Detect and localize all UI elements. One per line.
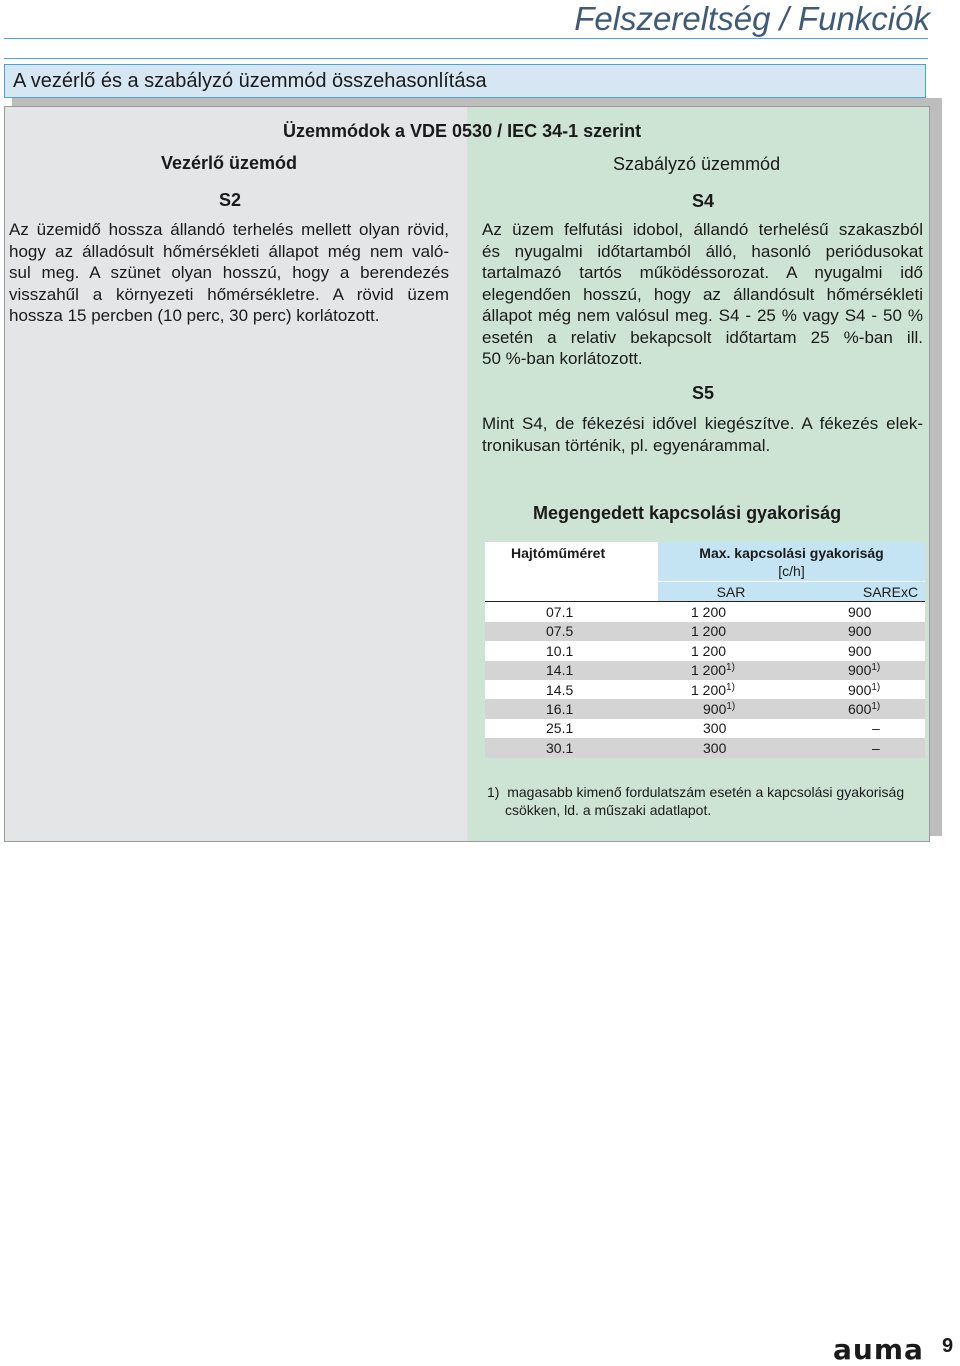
footnote-ref: 1)	[871, 681, 881, 693]
sar-header: SAR	[658, 582, 804, 602]
table-row	[485, 738, 925, 757]
switching-frequency-table	[485, 542, 925, 758]
s2-line: sul meg. A szünet olyan hosszú, hogy a berendezés	[9, 263, 449, 282]
sar-cell: 1 200	[691, 642, 727, 659]
sarexc-header: SARExC	[804, 582, 925, 602]
s4-line: és nyugalmi időtartamból álló, hasonló periódusokat	[482, 241, 923, 261]
section-divider	[4, 58, 928, 59]
sarexc-cell: 900	[848, 642, 872, 659]
s5-line: Mint S4, de fékezési idővel kiegészítve. A fékezés elek-	[482, 414, 923, 433]
table-footnote	[487, 783, 904, 819]
sarexc-cell: –	[872, 720, 880, 737]
page-number: 9	[942, 1335, 954, 1357]
footnote-ref: 1)	[726, 662, 735, 674]
sarexc-cell: 600$^{1)}$	[848, 701, 881, 718]
operating-modes-heading: Üzemmódok a VDE 0530 / IEC 34-1 szerint	[283, 121, 642, 141]
frequency-unit: [c/h]	[778, 562, 805, 579]
auma-logo: auma	[833, 1333, 924, 1366]
modulating-mode-heading: Szabályzó üzemmód	[613, 154, 781, 174]
comparison-panel	[4, 106, 930, 842]
s5-description	[482, 413, 923, 456]
footnote-marker: 1)	[487, 784, 500, 800]
sarexc-cell: 900$^{1)}$	[848, 681, 881, 698]
table-row	[485, 602, 925, 622]
page-header-title: Felszereltség / Funkciók	[574, 0, 930, 37]
s2-description	[9, 219, 449, 327]
s2-line: visszahűl a környezeti hőmérsékletre. A rövid üzem	[9, 284, 449, 304]
footnote-line: 1) magasabb kimenő fordulatszám esetén a kapcsolási gyakoriság	[487, 784, 905, 800]
open-close-mode-heading: Vezérlő üzemód	[161, 153, 298, 173]
sar-cell: 1 200	[691, 604, 727, 621]
size-cell: 16.1	[546, 701, 574, 718]
s2-line: hogy az álladósult hőmérsékleti állapot még nem való-	[9, 241, 449, 261]
section-title: A vezérlő és a szabályzó üzemmód összehasonlítása	[13, 70, 487, 92]
sar-cell: 300	[703, 720, 727, 737]
mode-s2-label: S2	[219, 190, 242, 210]
sarexc-cell: 900$^{1)}$	[848, 662, 881, 679]
sar-cell: 1 200	[691, 623, 727, 640]
s2-line: Az üzemidő hossza állandó terhelés mellett olyan rövid,	[9, 220, 449, 239]
footnote-ref: 1)	[726, 701, 736, 713]
footnote-ref: 1)	[871, 701, 881, 713]
mode-s5-label: S5	[692, 383, 715, 403]
sar-cell: 300	[703, 739, 727, 756]
s2-line: hossza 15 percben (10 perc, 30 perc) korlátozott.	[9, 306, 380, 325]
mode-s4-label: S4	[692, 191, 715, 211]
size-cell: 10.1	[546, 642, 574, 659]
s4-line: tartalmazó tartós működéssorozat. A nyugalmi idő	[482, 263, 923, 282]
size-cell: 07.1	[546, 604, 574, 621]
footnote-ref: 1)	[726, 681, 735, 693]
section-title-bar	[4, 64, 926, 98]
max-frequency-label: Max. kapcsolási gyakoriság	[699, 544, 884, 561]
s4-line: Az üzem felfutási idobol, állandó terhelésű szakaszból	[482, 220, 923, 239]
size-column-header: Hajtóműméret	[485, 542, 658, 602]
sarexc-cell: 900	[848, 623, 872, 640]
footnote-line: csökken, ld. a műszaki adatlapot.	[505, 802, 712, 818]
size-cell: 25.1	[546, 720, 574, 737]
s4-line: elegendően hosszú, hogy az állandósult hőmérsékleti	[482, 284, 923, 304]
size-cell: 07.5	[546, 623, 574, 640]
s5-line: tronikusan történik, pl. egyenárammal.	[482, 435, 771, 455]
sarexc-cell: –	[872, 739, 880, 756]
sarexc-cell: 900	[848, 604, 872, 621]
header-divider	[4, 38, 928, 39]
size-cell: 30.1	[546, 739, 574, 756]
table-row	[485, 641, 925, 660]
table-header-row	[485, 542, 925, 582]
switching-frequency-title: Megengedett kapcsolási gyakoriság	[533, 503, 842, 523]
sar-cell: 1 200$^{1)}$	[691, 662, 735, 679]
s4-line: 50 %-ban korlátozott.	[482, 349, 643, 368]
table-row	[485, 719, 925, 738]
size-cell: 14.1	[546, 662, 574, 679]
s4-description	[482, 219, 923, 370]
sar-cell: 900$^{1)}$	[703, 701, 736, 718]
s4-line: állapot még nem valósul meg. S4 - 25 % vagy S4 - 50 %	[482, 306, 923, 325]
table-row	[485, 699, 925, 718]
table-row	[485, 680, 925, 699]
footnote-ref: 1)	[871, 662, 881, 674]
max-frequency-header	[658, 542, 925, 582]
table-row	[485, 661, 925, 680]
s4-line: esetén a relativ bekapcsolt időtartam 25 %-ban ill.	[482, 327, 923, 347]
sar-cell: 1 200$^{1)}$	[691, 681, 735, 698]
table-row	[485, 622, 925, 641]
size-cell: 14.5	[546, 681, 574, 698]
